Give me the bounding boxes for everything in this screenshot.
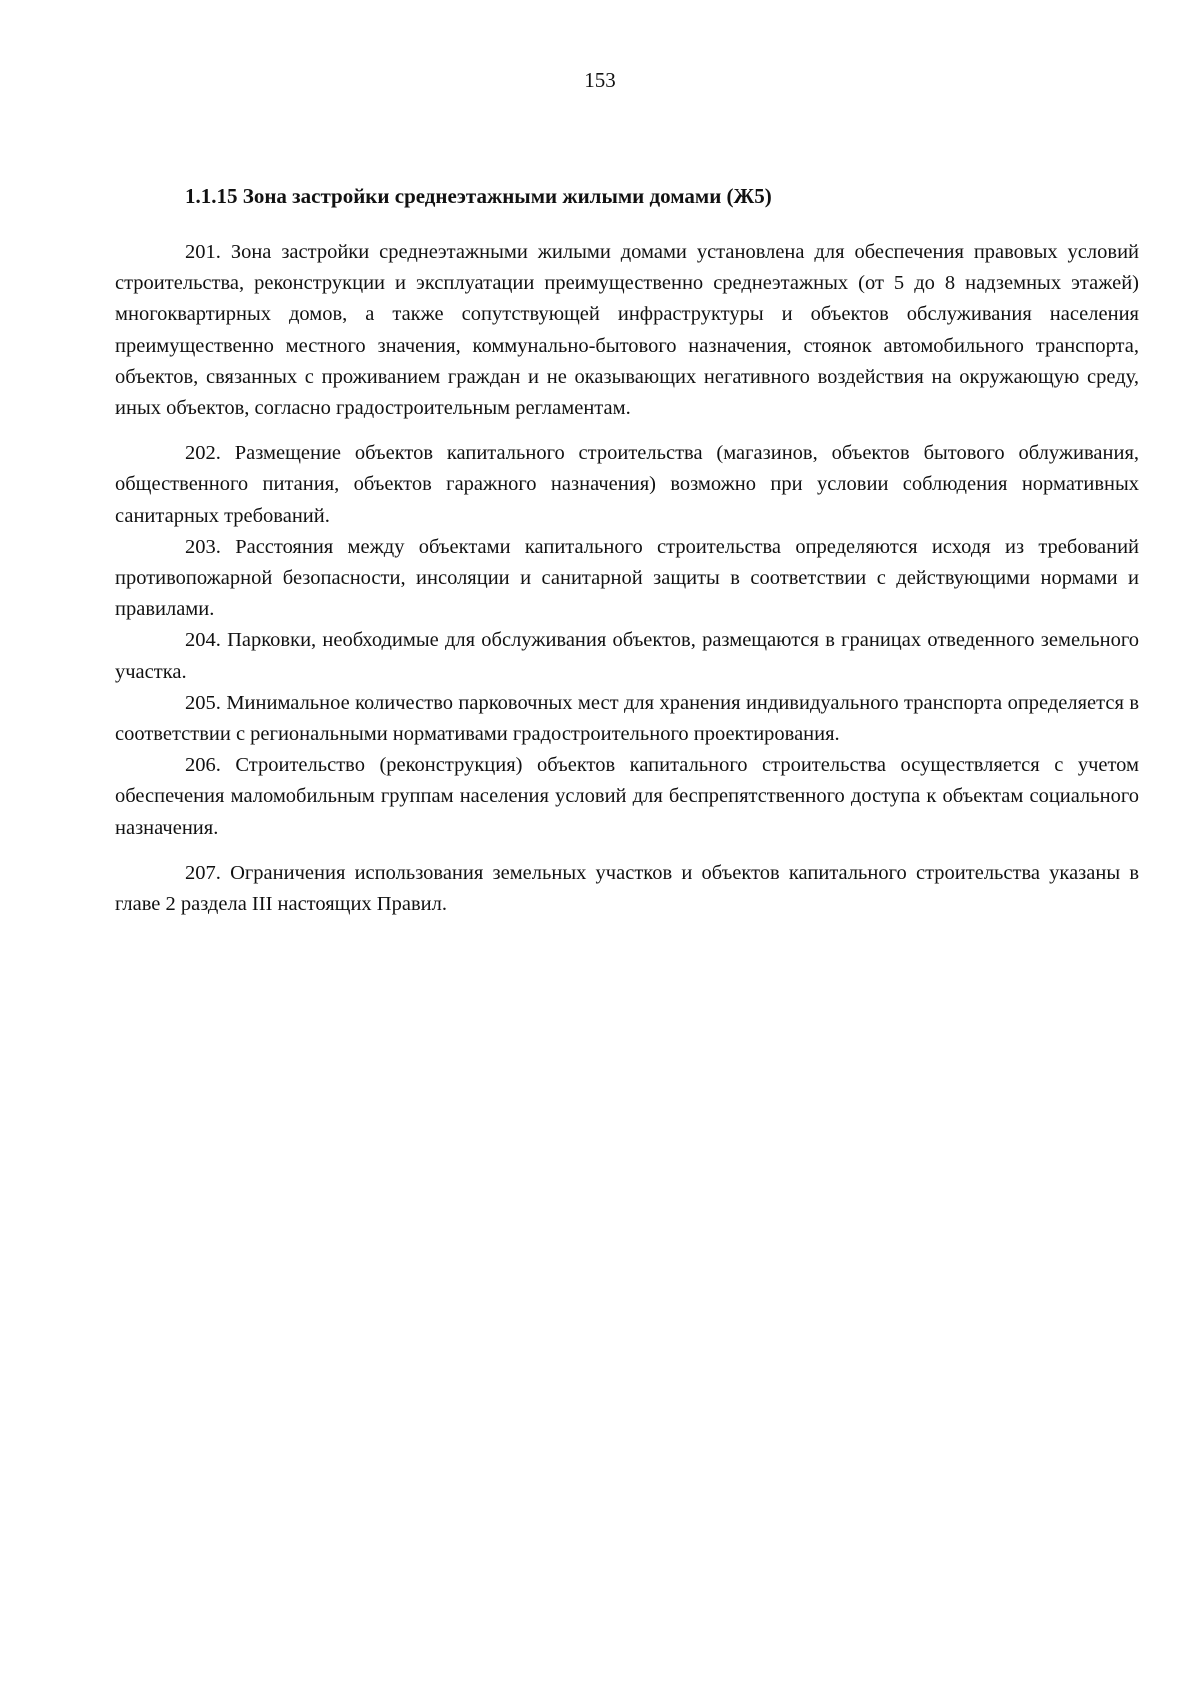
paragraph-number: 205. [185,691,221,714]
paragraph-number: 202. [185,442,221,465]
paragraph-text: Размещение объектов капитального строительства (магазинов, объектов бытового облуживания, общественного питания, объектов гаражного назначения) возможно при условии соблюдения нормативных санитарных требований. [115,442,1140,527]
paragraph-number: 201. [185,241,221,263]
paragraph-number: 203. [185,535,221,558]
section-heading: 1.1.15 Зона застройки среднеэтажными жилыми домами (Ж5) [185,184,772,208]
paragraph-205 [115,688,1139,750]
paragraph-text: Минимальное количество парковочных мест для хранения индивидуального транспорта определяется в соответствии с региональными нормативами градостроительного проектирования. [115,691,1140,746]
paragraph-201 [115,237,1139,424]
paragraph-text: Расстояния между объектами капитального строительства определяются исходя из требований противопожарной безопасности, инсоляции и санитарной защиты в соответствии с действующими нормами и правилами. [115,535,1140,621]
paragraph-number: 207. [185,861,221,884]
paragraph-202 [115,438,1139,532]
paragraph-text: Ограничения использования земельных участков и объектов капитального строительства указаны в главе 2 раздела III настоящих Правил. [115,861,1140,916]
paragraph-204 [115,625,1139,687]
paragraph-203 [115,532,1139,626]
paragraph-number: 206. [185,754,221,777]
paragraph-number: 204. [185,629,221,652]
section-body [115,237,1139,920]
paragraph-206 [115,750,1139,844]
paragraph-text: Зона застройки среднеэтажными жилыми домами установлена для обеспечения правовых условий строительства, реконструкции и эксплуатации преимущественно среднеэтажных (от 5 до 8 надземных этажей) многоквартирных домов, а также сопутствующей инфраструктуры и объектов обслуживания населения преимущественно местного значения, коммунально-бытового назначения, стоянок автомобильного транспорта, объектов, связанных с проживанием граждан и не оказывающих негативного воздействия на окружающую среду, иных объектов, согласно градостроительным регламентам. [115,241,1140,420]
paragraph-text: Строительство (реконструкция) объектов капитального строительства осуществляется с учетом обеспечения маломобильным группам населения условий для беспрепятственного доступа к объектам социального назначения. [115,754,1140,839]
paragraph-207 [115,858,1139,920]
paragraph-text: Парковки, необходимые для обслуживания объектов, размещаются в границах отведенного земельного участка. [115,629,1139,683]
page-number: 153 [584,68,616,92]
